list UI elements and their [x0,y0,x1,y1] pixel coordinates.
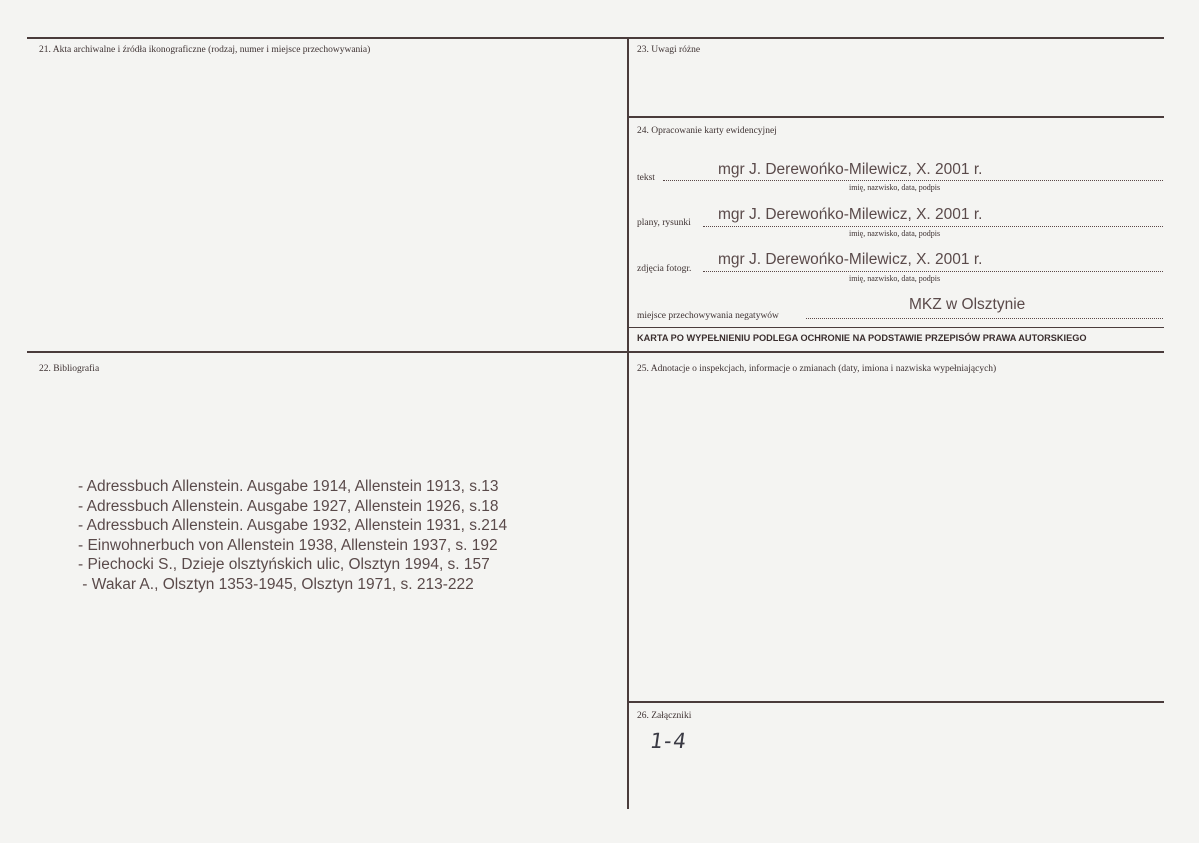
section-26-label: 26. Załączniki [637,711,692,721]
negatives-label: miejsce przechowywania negatywów [637,311,779,321]
row-label: plany, rysunki [637,218,691,228]
list-item: - Adressbuch Allenstein. Ausgabe 1932, Allenstein 1931, s.214 [78,517,508,535]
section-25-label: 25. Adnotacje o inspekcjach, informacje o zmianach (daty, imiona i nazwiska wypełniających) [637,364,997,374]
rule-below-uwagi [629,116,1164,118]
signature-caption: imię, nazwisko, data, podpis [849,183,941,192]
section-24-label: 24. Opracowanie karty ewidencyjnej [637,126,777,136]
copyright-notice: KARTA PO WYPEŁNIENIU PODLEGA OCHRONIE NA PODSTAWIE PRZEPISÓW PRAWA AUTORSKIEGO [637,333,1087,343]
top-rule [27,37,1164,39]
signature-caption: imię, nazwisko, data, podpis [849,229,941,238]
negatives-value: MKZ w Olsztynie [909,296,1026,313]
middle-rule [27,351,1164,353]
list-item: - Piechocki S., Dzieje olsztyńskich ulic, Olsztyn 1994, s. 157 [78,556,490,574]
author-value: mgr J. Derewońko-Milewicz, X. 2001 r. [718,206,983,223]
author-value: mgr J. Derewońko-Milewicz, X. 2001 r. [718,161,983,178]
signature-caption: imię, nazwisko, data, podpis [849,274,941,283]
row-label: zdjęcia fotogr. [637,264,692,274]
negatives-line [806,318,1163,319]
row-label: tekst [637,173,655,183]
list-item: - Adressbuch Allenstein. Ausgabe 1927, Allenstein 1926, s.18 [78,497,499,515]
list-item: - Einwohnerbuch von Allenstein 1938, Allenstein 1937, s. 192 [78,536,498,554]
list-item: - Wakar A., Olsztyn 1353-1945, Olsztyn 1971, s. 213-222 [78,575,474,593]
center-divider [627,37,629,809]
author-value: mgr J. Derewońko-Milewicz, X. 2001 r. [718,251,983,268]
section-23-label: 23. Uwagi różne [637,45,701,55]
bibliography-list [78,477,507,595]
section-21-label: 21. Akta archiwalne i źródła ikonograficzne (rodzaj, numer i miejsce przechowywania) [39,45,371,55]
rule-above-notice [629,327,1164,328]
signature-line [663,180,1163,181]
section-22-label: 22. Bibliografia [39,364,100,374]
signature-line [703,271,1163,272]
rule-above-zalaczniki [629,701,1164,703]
attachments-value: 1-4 [648,729,687,753]
list-item: - Adressbuch Allenstein. Ausgabe 1914, Allenstein 1913, s.13 [78,478,499,495]
signature-line [703,226,1163,227]
